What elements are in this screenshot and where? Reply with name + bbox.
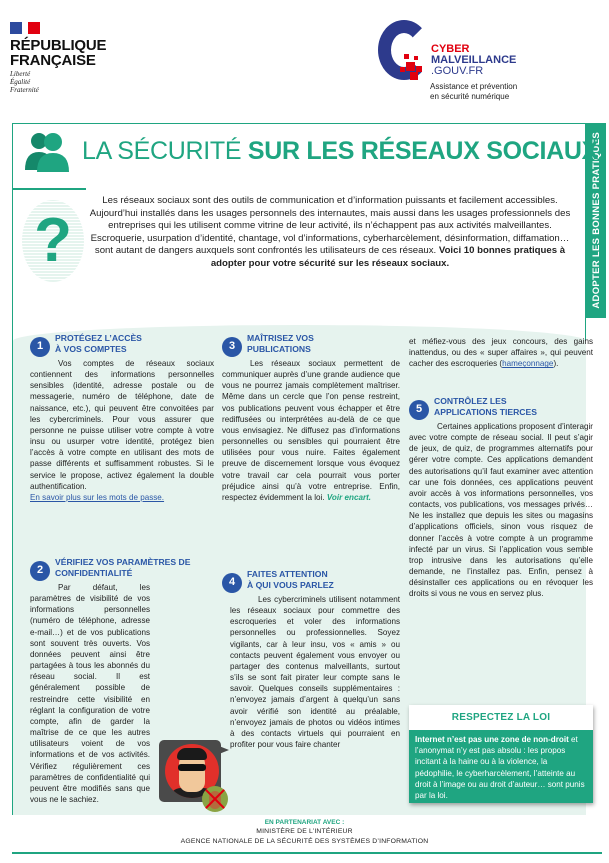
cybermalveillance-tagline [430,82,517,102]
rf-name-line2: FRANÇAISE [10,52,96,69]
pixel-icon [410,72,418,80]
footer-partnership-label: EN PARTENARIAT AVEC : [264,819,345,826]
tip-title-line2: APPLICATIONS TIERCES [434,406,537,417]
law-insert-bold: Internet n’est pas une zone de non-droit [415,735,569,744]
wordmark-gouv: .GOUV.FR [431,65,484,77]
tip-number-badge: 3 [222,337,242,357]
motto-egalite: Égalité [10,78,31,86]
tip-title-line2: PUBLICATIONS [247,343,311,354]
footer-partner-ministry: MINISTÈRE DE L’INTÉRIEUR [256,828,353,835]
tip-title [434,396,537,417]
tip-number-badge: 4 [222,573,242,593]
tip-3 [222,333,400,503]
intro-bold: Voici 10 bonnes pratiques à adopter pour votre sécurité sur les réseaux sociaux. [210,245,566,269]
title-divider [12,188,86,190]
title-bold: SUR LES RÉSEAUX SOCIAUX [247,136,599,165]
rf-name-line1: RÉPUBLIQUE [10,37,107,54]
tip-title-line2: CONFIDENTIALITÉ [55,567,133,578]
footer-partner-anssi: AGENCE NATIONALE DE LA SÉCURITÉ DES SYSTÈMES D’INFORMATION [180,837,429,845]
pixel-icon [404,54,409,59]
republique-francaise-logo [10,22,106,94]
law-insert-text: et l’anonymat n’y est pas absolu : les propos incitant à la haine ou à la violence, la pédophilie, le cyberharcèlement, l’atteinte au droit à l’image ou au droit d’auteur… sont punis par la loi. [415,735,585,801]
tip-title-line1: MAÎTRISEZ VOS [247,333,314,343]
pixel-icon [406,62,415,71]
tip-title [55,333,142,354]
law-insert-title: RESPECTEZ LA LOI [409,705,593,730]
tip-title-line1: VÉRIFIEZ VOS PARAMÈTRES DE [55,557,191,567]
tip-4-continued-end: ). [553,359,559,369]
tip-body: Par défaut, les paramètres de visibilité de vos informations personnelles (numéro de téléphone, adresse e-mail…) et de vos publications sont souvent très ouverts. Vos données peuvent ainsi être partagées à tous les abonnés du réseau social. Il est généralement possible de restreindre cette visibilité en réglant la configuration de votre compte, afin de garder la maîtrise de ce que les autres utilisateurs voient de vos informations et de vos activités. Vérifiez régulièrement ces paramètres de confidentialité qui peuvent être modifiés sans que vous ne le sachiez. [30,583,150,804]
tip-title-line2: À QUI VOUS PARLEZ [247,579,334,590]
crossed-victim-icon [202,786,228,812]
motto-fraternite: Fraternité [10,86,39,94]
footer-divider [12,852,602,854]
question-mark-icon: ? [22,200,84,282]
pixel-icon [414,56,418,60]
tip-4-continued [409,336,593,369]
tip-number-badge: 1 [30,337,50,357]
tip-title-line2: À VOS COMPTES [55,343,127,354]
tagline-line2: en sécurité numérique [430,92,510,101]
tip-4-continued-text: et méfiez-vous des jeux concours, des gains inattendus, ou des « super affaires », qui peuvent cacher des escroqueries ( [409,337,593,369]
tip-body-wrap [222,594,400,750]
phishing-link[interactable]: hameçonnage [502,359,554,369]
page-title [82,137,598,166]
tip-body-wrap [222,358,400,503]
side-band-label: ADOPTER LES BONNES PRATIQUES [590,132,602,309]
tip-5 [409,396,593,600]
tip-title [55,557,190,578]
tip-1 [30,333,214,503]
see-insert-link[interactable]: Voir encart. [326,492,372,502]
cybermalveillance-logo [376,20,586,110]
footer [0,818,609,846]
passwords-link[interactable]: En savoir plus sur les mots de passe. [30,492,165,502]
tagline-line1: Assistance et prévention [430,82,518,91]
tip-title [247,333,314,354]
users-icon [24,130,72,172]
tip-title-line1: FAITES ATTENTION [247,569,328,579]
rf-motto [10,70,106,94]
tip-4 [222,569,400,776]
law-insert [409,705,593,803]
wordmark-cyber: CYBER [431,43,470,55]
tip-title [247,569,334,590]
tip-number-badge: 5 [409,400,429,420]
tip-body: Certaines applications proposent d’interagir avec votre compte de réseau social. Il peut s’agir de jeux, de quiz, de programmes alternatifs pour gérer votre compte. Ces applications demandent des autorisations qu’il faut examiner avec attention car une fois données, ces applications peuvent avoir accès à vos informations personnelles, vos contacts, vos publications, vos messages privés… Ne les installez que depuis les sites ou magasins d’applications officiels, sinon vous risquez de donner l’accès à votre compte à un programme infecté par un virus. Si l’application vous semble trop intrusive dans les autorisations qu’elle demande, ne l’installez pas. Enfin, pensez à désinstaller ces applications ou en révoquer les droits si vous ne vous en servez plus. [409,422,593,599]
intro-text: Les réseaux sociaux sont des outils de communication et d’information puissants et facilement accessibles. Aujourd’hui installés dans les usages personnels des internautes, mais aussi dans les usages professionnels des entreprises qui les utilisent comme vitrine de leur activité, ils n’échappent pas aux activités malveillantes. Escroquerie, usurpation d’identité, chantage, vol d’informations, cyberharcèlement, désinformation, diffamation… sont autant de dangers auxquels sont confrontés les utilisateurs de ces réseaux. [89,195,571,257]
pixel-icon [400,67,405,72]
motto-liberte: Liberté [10,70,31,78]
page-title-row [24,130,598,172]
tip-title-line1: PROTÉGEZ L’ACCÈS [55,333,142,343]
tip-body: Les réseaux sociaux permettent de communiquer auprès d’une grande audience que vous ne pourrez jamais complètement maîtriser. Même dans un cercle que l’on pense restreint, vos publications peuvent vous échapper et être rediffusées ou interprétées au-delà de ce que vous envisagiez. Ne diffusez pas d’informations personnelles ou sensibles qui pourraient être utilisées pour vous nuire. Faites également preuve de discernement lorsque vous évoquez votre travail car cela pourrait vous porter préjudice ainsi qu’à votre entreprise. Enfin, respectez évidemment la loi. [222,359,400,502]
wordmark-malveillance: MALVEILLANCE [431,54,517,66]
tip-number-badge: 2 [30,561,50,581]
cybermalveillance-wordmark [431,44,516,77]
tip-body: Vos comptes de réseaux sociaux contiennent des informations personnelles sensibles (identité, adresse postale ou de messagerie, numéro de téléphone, date de naissance, etc.), qui peuvent être convoitées par les cybercriminels. Pour vous assurer que personne ne puisse utiliser votre compte à votre insu ou usurper votre identité, protégez bien l’accès à votre compte en utilisant des mots de passe différents et suffisamment robustes. Si le service le propose, activez également la double authentification. [30,359,214,491]
tip-title-line1: CONTRÔLEZ LES [434,396,507,406]
tip-body: Les cybercriminels utilisent notamment les réseaux sociaux pour commettre des escroqueries et voler des informations personnelles ou professionnelles. Soyez vigilants, car à leur insu, vos « amis » ou contacts peuvent également vous envoyer ou partager des contenus malveillants, surtout s’ils se sont fait pirater leur compte sans le savoir. Quelques conseils supplémentaires : n’envoyez jamais d’argent à quelqu’un sans avoir vérifié son identité au préalable, n’envoyez jamais de photos ou vidéos intimes à des contacts virtuels qui pourraient en profiter pour vous faire chanter [230,595,400,750]
law-insert-body [409,730,593,803]
intro-paragraph [88,195,572,271]
marianne-flag-icon [10,22,42,34]
title-light: LA SÉCURITÉ [82,136,242,165]
